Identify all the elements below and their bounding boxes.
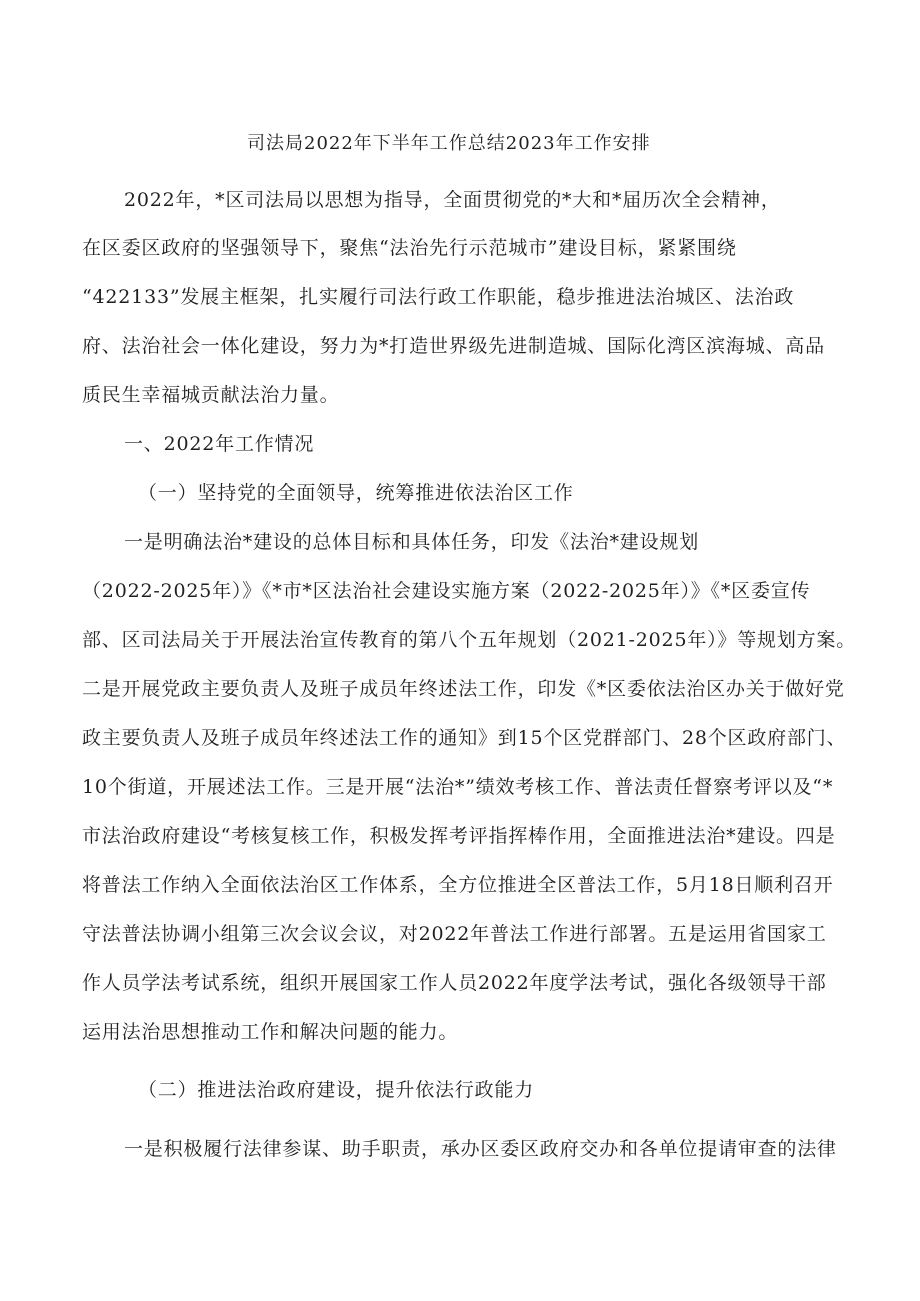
sub2-body-line-1: 一是积极履行法律参谋、助手职责，承办区委区政府交办和各单位提请审查的法律 [124,1138,837,1160]
sub1-body-line-5: 政主要负责人及班子成员年终述法工作的通知》到15个区党群部门、28个区政府部门、 [82,727,847,749]
sub2-heading: （二）推进法治政府建设，提升依法行政能力 [138,1079,535,1101]
sub1-body-line-9: 守法普法协调小组第三次会议会议，对2022年普法工作进行部署。五是运用省国家工 [82,923,827,945]
sub1-body-line-8: 将普法工作纳入全面依法治区工作体系，全方位推进全区普法工作，5月18日顺利召开 [82,874,834,896]
sub1-body-line-7: 市法治政府建设“考核复核工作，积极发挥考评指挥棒作用，全面推进法治*建设。四是 [82,825,836,847]
sub1-body-line-6: 10个街道，开展述法工作。三是开展“法治*”绩效考核工作、普法责任督察考评以及“* [82,776,834,798]
intro-line-5: 质民生幸福城贡献法治力量。 [82,384,340,406]
sub1-body-line-3: 部、区司法局关于开展法治宣传教育的第八个五年规划（2021-2025年）》等规划方案。 [82,629,857,651]
sub1-body-line-10: 作人员学法考试系统，组织开展国家工作人员2022年度学法考试，强化各级领导干部 [82,972,827,994]
sub1-heading: （一）坚持党的全面领导，统筹推进依法治区工作 [138,482,574,504]
sub1-body-line-4: 二是开展党政主要负责人及班子成员年终述法工作，印发《*区委依法治区办关于做好党 [82,678,845,700]
intro-line-1: 2022年，*区司法局以思想为指导，全面贯彻党的*大和*届历次全会精神， [124,189,781,211]
intro-line-4: 府、法治社会一体化建设，努力为*打造世界级先进制造城、国际化湾区滨海城、高品 [82,335,825,357]
sub1-body-line-11: 运用法治思想推动工作和解决问题的能力。 [82,1021,459,1043]
section1-heading: 一、2022年工作情况 [124,433,315,455]
sub1-body-line-2: （2022-2025年）》《*市*区法治社会建设实施方案（2022-2025年）》《*区委宣传 [82,580,811,602]
intro-line-2: 在区委区政府的坚强领导下，聚焦“法治先行示范城市”建设目标，紧紧围绕 [82,237,737,259]
sub1-body-line-1: 一是明确法治*建设的总体目标和具体任务，印发《法治*建设规划 [124,531,700,553]
document-title: 司法局2022年下半年工作总结2023年工作安排 [247,133,651,154]
intro-line-3: “422133”发展主框架，扎实履行司法行政工作职能，稳步推进法治城区、法治政 [82,286,795,308]
